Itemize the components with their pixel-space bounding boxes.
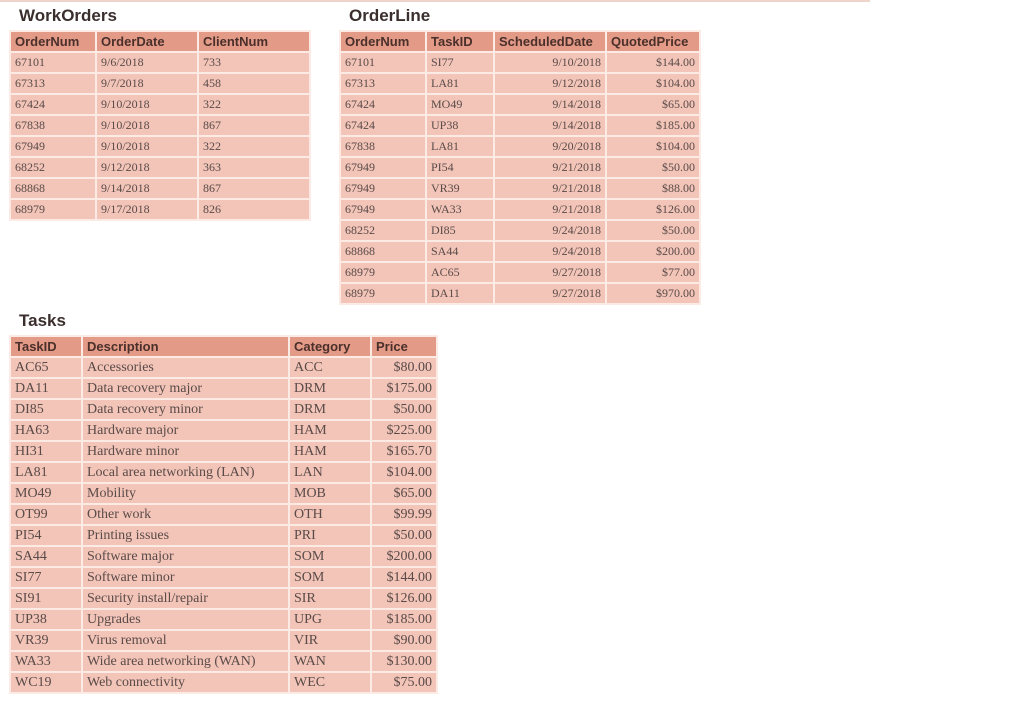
workorders-table-cell: 458 — [199, 74, 309, 93]
workorders-header-row — [11, 32, 309, 51]
orderline-table-cell: 9/14/2018 — [495, 116, 605, 135]
workorders-table — [9, 30, 311, 221]
orderline-table-cell: $200.00 — [607, 242, 699, 261]
workorders-table-cell: 733 — [199, 53, 309, 72]
orderline-table-cell: MO49 — [427, 95, 493, 114]
workorders-table-row — [11, 158, 309, 177]
orderline-table-cell: PI54 — [427, 158, 493, 177]
workorders-table-cell: 67949 — [11, 137, 95, 156]
tasks-column-header: Category — [290, 337, 370, 356]
workorders-table-cell: 67838 — [11, 116, 95, 135]
tasks-table-cell: HA63 — [11, 421, 81, 440]
tasks-table-cell: MO49 — [11, 484, 81, 503]
tasks-table-cell: Software major — [83, 547, 288, 566]
orderline-table-cell: 9/21/2018 — [495, 200, 605, 219]
workorders-table-cell: 9/7/2018 — [97, 74, 197, 93]
orderline-table-cell: DI85 — [427, 221, 493, 240]
orderline-title: OrderLine — [349, 6, 431, 25]
orderline-table-cell: $185.00 — [607, 116, 699, 135]
tasks-table-cell: PI54 — [11, 526, 81, 545]
workorders-title: WorkOrders — [19, 6, 117, 25]
orderline-table-cell: DA11 — [427, 284, 493, 303]
tasks-table-row — [11, 568, 436, 587]
orderline-table-cell: 68979 — [341, 284, 425, 303]
orderline-table-cell: 68868 — [341, 242, 425, 261]
workorders-table-cell: 322 — [199, 137, 309, 156]
workorders-table-row — [11, 137, 309, 156]
tasks-table-cell: DI85 — [11, 400, 81, 419]
workorders-column-header: OrderDate — [97, 32, 197, 51]
tasks-table-cell: Data recovery major — [83, 379, 288, 398]
orderline-table-row — [341, 221, 699, 240]
tasks-table-cell: SOM — [290, 568, 370, 587]
tasks-table-cell: SI91 — [11, 589, 81, 608]
tasks-table-cell: Web connectivity — [83, 673, 288, 692]
workorders-header-row — [11, 32, 309, 51]
orderline-table-cell: 68979 — [341, 263, 425, 282]
tasks-header-row — [11, 337, 436, 356]
orderline-table-cell: 67101 — [341, 53, 425, 72]
orderline-table-cell: WA33 — [427, 200, 493, 219]
orderline-table-row — [341, 116, 699, 135]
tasks-table-cell: $165.70 — [372, 442, 436, 461]
tasks-table-cell: $144.00 — [372, 568, 436, 587]
workorders-table-cell: 9/14/2018 — [97, 179, 197, 198]
orderline-table-cell: LA81 — [427, 74, 493, 93]
workorders-table-cell: 363 — [199, 158, 309, 177]
workorders-table-cell: 826 — [199, 200, 309, 219]
tasks-table-row — [11, 547, 436, 566]
tasks-table-cell: VIR — [290, 631, 370, 650]
orderline-table-cell: 67949 — [341, 158, 425, 177]
orderline-table-row — [341, 284, 699, 303]
tasks-table-row — [11, 484, 436, 503]
orderline-table-cell: $77.00 — [607, 263, 699, 282]
orderline-table-cell: 9/14/2018 — [495, 95, 605, 114]
orderline-table-cell: AC65 — [427, 263, 493, 282]
orderline-table-row — [341, 158, 699, 177]
orderline-table-cell: 9/20/2018 — [495, 137, 605, 156]
orderline-table-row — [341, 74, 699, 93]
tasks-table-cell: Upgrades — [83, 610, 288, 629]
orderline-table — [339, 30, 701, 305]
tasks-table-cell: OT99 — [11, 505, 81, 524]
tasks-table-cell: $104.00 — [372, 463, 436, 482]
workorders-column-header: ClientNum — [199, 32, 309, 51]
workorders-table-cell: 67424 — [11, 95, 95, 114]
tasks-table-row — [11, 421, 436, 440]
orderline-table-cell: 9/10/2018 — [495, 53, 605, 72]
tasks-table-cell: SIR — [290, 589, 370, 608]
tasks-table-row — [11, 589, 436, 608]
tasks-table-cell: OTH — [290, 505, 370, 524]
orderline-table-row — [341, 200, 699, 219]
top-border-line — [0, 0, 870, 2]
orderline-table-cell: $88.00 — [607, 179, 699, 198]
orderline-table-row — [341, 242, 699, 261]
tasks-table-row — [11, 631, 436, 650]
tasks-table-cell: ACC — [290, 358, 370, 377]
tasks-table-cell: $185.00 — [372, 610, 436, 629]
orderline-table-row — [341, 137, 699, 156]
tasks-table-cell: Wide area networking (WAN) — [83, 652, 288, 671]
orderline-table-cell: $50.00 — [607, 158, 699, 177]
workorders-table-cell: 9/6/2018 — [97, 53, 197, 72]
orderline-table-cell: SA44 — [427, 242, 493, 261]
tasks-column-header: TaskID — [11, 337, 81, 356]
tasks-table-cell: Other work — [83, 505, 288, 524]
orderline-table-cell: 67949 — [341, 179, 425, 198]
tasks-table-cell: VR39 — [11, 631, 81, 650]
orderline-table-row — [341, 53, 699, 72]
orderline-table-cell: 68252 — [341, 221, 425, 240]
tasks-table-cell: $50.00 — [372, 400, 436, 419]
orderline-table-cell: 9/21/2018 — [495, 179, 605, 198]
orderline-table-row — [341, 263, 699, 282]
orderline-column-header: QuotedPrice — [607, 32, 699, 51]
orderline-column-header: OrderNum — [341, 32, 425, 51]
workorders-table-cell: 68868 — [11, 179, 95, 198]
orderline-table-cell: SI77 — [427, 53, 493, 72]
orderline-table-cell: $970.00 — [607, 284, 699, 303]
tasks-table-cell: Software minor — [83, 568, 288, 587]
tasks-table-cell: SA44 — [11, 547, 81, 566]
tasks-column-header: Description — [83, 337, 288, 356]
orderline-table-cell: 67313 — [341, 74, 425, 93]
orderline-table-cell: 67424 — [341, 116, 425, 135]
workorders-table-cell: 867 — [199, 116, 309, 135]
orderline-table-cell: 9/24/2018 — [495, 221, 605, 240]
orderline-table-cell: $50.00 — [607, 221, 699, 240]
tasks-table-cell: Accessories — [83, 358, 288, 377]
tasks-table-cell: HAM — [290, 442, 370, 461]
workorders-table-row — [11, 74, 309, 93]
workorders-table-cell: 68979 — [11, 200, 95, 219]
orderline-table-cell: 9/27/2018 — [495, 263, 605, 282]
tasks-table-cell: SOM — [290, 547, 370, 566]
tasks-table-cell: DRM — [290, 379, 370, 398]
orderline-table-cell: $126.00 — [607, 200, 699, 219]
workorders-table-cell: 9/10/2018 — [97, 95, 197, 114]
orderline-table-cell: 67949 — [341, 200, 425, 219]
orderline-table-cell: 9/21/2018 — [495, 158, 605, 177]
tasks-table-cell: $130.00 — [372, 652, 436, 671]
workorders-table-cell: 67313 — [11, 74, 95, 93]
orderline-table-cell: 67838 — [341, 137, 425, 156]
tasks-table-cell: Mobility — [83, 484, 288, 503]
workorders-table-cell: 68252 — [11, 158, 95, 177]
orderline-table-cell: 9/27/2018 — [495, 284, 605, 303]
tasks-table-cell: WA33 — [11, 652, 81, 671]
orderline-table-cell: 9/24/2018 — [495, 242, 605, 261]
tasks-table-row — [11, 652, 436, 671]
tasks-table-cell: PRI — [290, 526, 370, 545]
tasks-table-row — [11, 526, 436, 545]
workorders-table-cell: 9/10/2018 — [97, 137, 197, 156]
tasks-table-cell: $225.00 — [372, 421, 436, 440]
tasks-table-cell: HAM — [290, 421, 370, 440]
tasks-table-cell: SI77 — [11, 568, 81, 587]
orderline-table-cell: LA81 — [427, 137, 493, 156]
tasks-table-cell: LAN — [290, 463, 370, 482]
tasks-table-cell: Printing issues — [83, 526, 288, 545]
tasks-table-cell: HI31 — [11, 442, 81, 461]
workorders-table-cell: 9/17/2018 — [97, 200, 197, 219]
orderline-header-row — [341, 32, 699, 51]
tasks-column-header: Price — [372, 337, 436, 356]
tasks-table-cell: WC19 — [11, 673, 81, 692]
workorders-table-row — [11, 179, 309, 198]
tasks-table-cell: $80.00 — [372, 358, 436, 377]
tasks-title: Tasks — [19, 311, 66, 330]
orderline-table-cell: $104.00 — [607, 74, 699, 93]
tasks-table-row — [11, 400, 436, 419]
tasks-table-cell: $175.00 — [372, 379, 436, 398]
tasks-table-cell: WEC — [290, 673, 370, 692]
tasks-table-row — [11, 358, 436, 377]
tasks-table-cell: Data recovery minor — [83, 400, 288, 419]
tasks-table-cell: $200.00 — [372, 547, 436, 566]
tasks-table-cell: LA81 — [11, 463, 81, 482]
workorders-table-cell: 867 — [199, 179, 309, 198]
tasks-table-cell: MOB — [290, 484, 370, 503]
workorders-table-row — [11, 200, 309, 219]
tasks-table-cell: WAN — [290, 652, 370, 671]
orderline-table-cell: $144.00 — [607, 53, 699, 72]
orderline-header-row — [341, 32, 699, 51]
orderline-table-row — [341, 95, 699, 114]
orderline-column-header: ScheduledDate — [495, 32, 605, 51]
tasks-table-row — [11, 442, 436, 461]
tasks-table-cell: Virus removal — [83, 631, 288, 650]
orderline-column-header: TaskID — [427, 32, 493, 51]
tasks-table-cell: $99.99 — [372, 505, 436, 524]
orderline-table-cell: UP38 — [427, 116, 493, 135]
tasks-table-cell: Security install/repair — [83, 589, 288, 608]
workorders-table-row — [11, 53, 309, 72]
tasks-table-cell: $65.00 — [372, 484, 436, 503]
orderline-table-cell: 9/12/2018 — [495, 74, 605, 93]
tasks-table-row — [11, 610, 436, 629]
orderline-table-cell: $65.00 — [607, 95, 699, 114]
tasks-table-cell: AC65 — [11, 358, 81, 377]
tasks-table-cell: UP38 — [11, 610, 81, 629]
workorders-table-cell: 9/10/2018 — [97, 116, 197, 135]
tasks-table-cell: $50.00 — [372, 526, 436, 545]
tasks-table-cell: DRM — [290, 400, 370, 419]
workorders-table-row — [11, 95, 309, 114]
tasks-table-cell: $90.00 — [372, 631, 436, 650]
tasks-table-cell: Hardware major — [83, 421, 288, 440]
workorders-table-cell: 322 — [199, 95, 309, 114]
tasks-table-cell: $126.00 — [372, 589, 436, 608]
orderline-table-row — [341, 179, 699, 198]
tasks-table-cell: Local area networking (LAN) — [83, 463, 288, 482]
orderline-table-cell: 67424 — [341, 95, 425, 114]
workorders-table-cell: 9/12/2018 — [97, 158, 197, 177]
tasks-table-row — [11, 463, 436, 482]
tasks-table-cell: Hardware minor — [83, 442, 288, 461]
workorders-table-row — [11, 116, 309, 135]
tasks-table-row — [11, 379, 436, 398]
orderline-table-cell: $104.00 — [607, 137, 699, 156]
workorders-column-header: OrderNum — [11, 32, 95, 51]
tasks-table-cell: $75.00 — [372, 673, 436, 692]
tasks-table-row — [11, 673, 436, 692]
tasks-table-row — [11, 505, 436, 524]
tasks-header-row — [11, 337, 436, 356]
orderline-table-cell: VR39 — [427, 179, 493, 198]
tasks-table — [9, 335, 438, 694]
tasks-table-cell: DA11 — [11, 379, 81, 398]
tasks-table-cell: UPG — [290, 610, 370, 629]
workorders-table-cell: 67101 — [11, 53, 95, 72]
